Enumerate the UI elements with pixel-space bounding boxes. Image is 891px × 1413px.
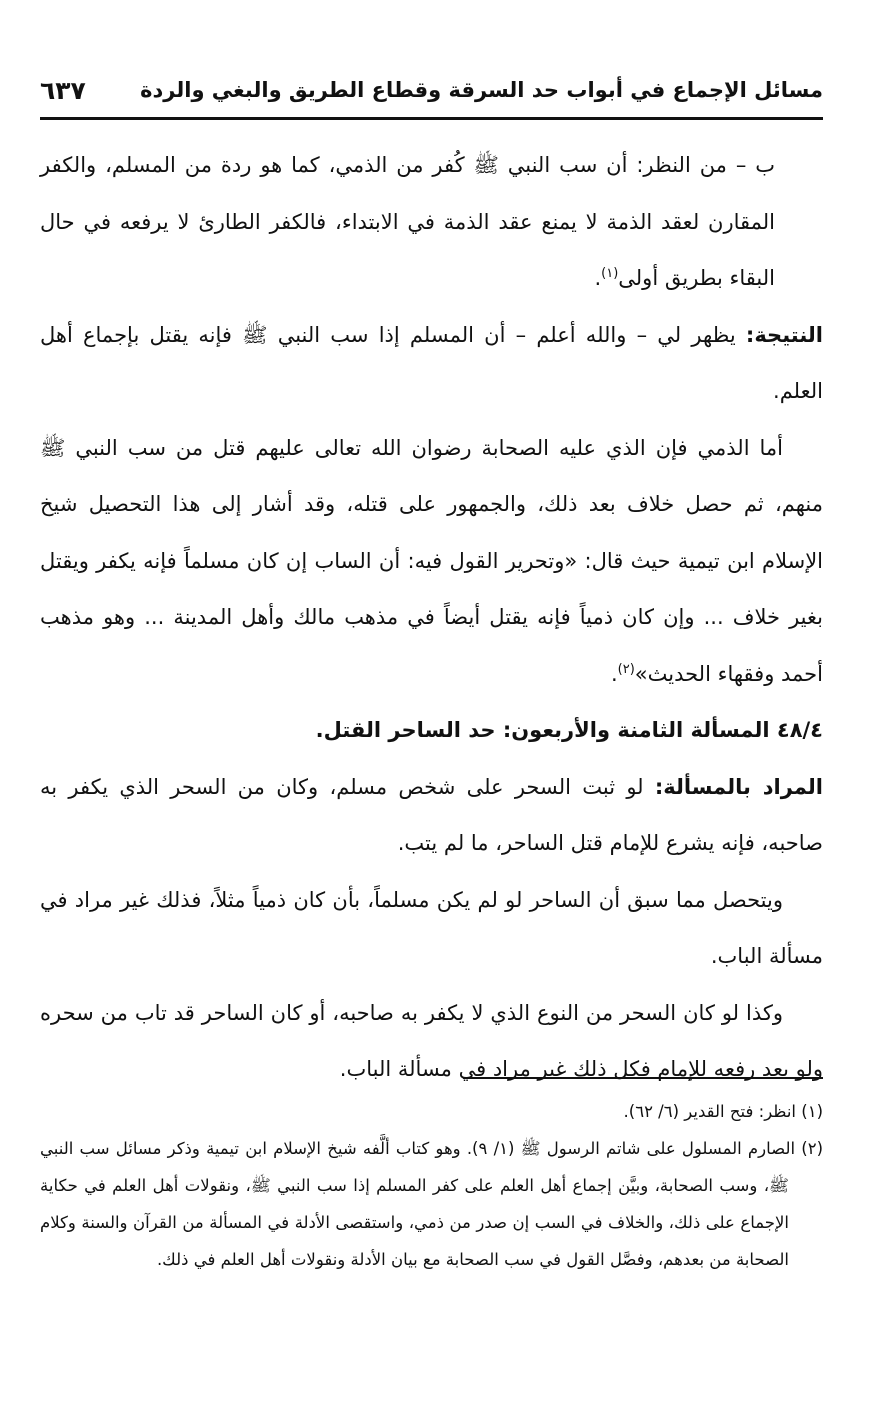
paragraph-dhimmi [40, 420, 823, 703]
page-number: ٦٣٧ [40, 75, 86, 105]
meaning-label: المراد بالمسألة: [654, 774, 823, 799]
footnote-rule [463, 1077, 823, 1079]
paragraph-text: أما الذمي فإن الذي عليه الصحابة رضوان الله تعالى عليهم قتل من سب النبي ﷺ منهم، ثم حصل خلاف بعد ذلك، والجمهور على قتله، وقد أشار إلى هذا التحصيل شيخ الإسلام ابن تيمية حيث قال: «وتحرير القول فيه: أن الساب إن كان مسلماً فإنه يكفر ويقتل بغير خلاف ... وإن كان ذمياً فإنه يقتل أيضاً في مذهب مالك وأهل المدينة ... وهو مذهب أحمد وفقهاء الحديث» [40, 435, 823, 686]
running-header [40, 68, 823, 112]
paragraph-proof-by-reasoning [40, 137, 823, 307]
footnote-ref-2[interactable]: (٢) [617, 661, 635, 677]
footnotes [40, 1093, 823, 1278]
paragraph-intended-meaning [40, 759, 823, 872]
section-heading: ٤٨/٤ المسألة الثامنة والأربعون: حد الساحر القتل. [315, 718, 823, 742]
paragraph-exclusion-repentance: وكذا لو كان السحر من النوع الذي لا يكفر به صاحبه، أو كان الساحر قد تاب من سحره ولو بعد رفعه للإمام فكل ذلك غير مراد في مسألة الباب. [40, 1000, 823, 1081]
paragraph-exclusion-dhimmi: ويتحصل مما سبق أن الساحر لو لم يكن مسلماً، بأن كان ذمياً مثلاً، فذلك غير مراد في مسألة الباب. [40, 887, 823, 968]
result-text: يظهر لي – والله أعلم – أن المسلم إذا سب النبي ﷺ فإنه يقتل بإجماع أهل العلم. [40, 322, 823, 403]
meaning-text: لو ثبت السحر على شخص مسلم، وكان من السحر الذي يكفر به صاحبه، فإنه يشرع للإمام قتل الساحر، ما لم يتب. [40, 774, 823, 855]
paragraph-result [40, 307, 823, 420]
result-label: النتيجة: [745, 322, 823, 347]
running-title: مسائل الإجماع في أبواب حد السرقة وقطاع الطريق والبغي والردة [140, 78, 823, 102]
paragraph-end: . [594, 266, 602, 290]
footnote-1: (١) انظر: فتح القدير (٦/ ٦٢). [623, 1102, 823, 1121]
footnote-2: (٢) الصارم المسلول على شاتم الرسول ﷺ (١/ ٩). وهو كتاب ألَّفه شيخ الإسلام ابن تيمية وذكر مسائل سب النبي ﷺ، وسب الصحابة، وبيَّن إجماع أهل العلم على كفر المسلم إذا سب النبي ﷺ، ونقولات أهل العلم في حكاية الإجماع على ذلك، والخلاف في السب إن صدر من ذمي، واستقصى الأدلة في المسألة من القرآن والسنة وكلام الصحابة من بعدهم، وفصَّل القول في سب الصحابة مع بيان الأدلة ونقولات أهل العلم في ذلك. [40, 1139, 823, 1269]
main-text [40, 137, 823, 1098]
footnote-ref-1[interactable]: (١) [601, 266, 619, 281]
header-rule [40, 117, 823, 120]
paragraph-text: ب – من النظر: أن سب النبي ﷺ كُفر من الذمي، كما هو ردة من المسلم، والكفر المقارن لعقد الذمة لا يمنع عقد الذمة في الابتداء، فالكفر الطارئ لا يرفعه في حال البقاء بطريق أولى [40, 153, 775, 290]
paragraph-end: . [610, 661, 618, 686]
